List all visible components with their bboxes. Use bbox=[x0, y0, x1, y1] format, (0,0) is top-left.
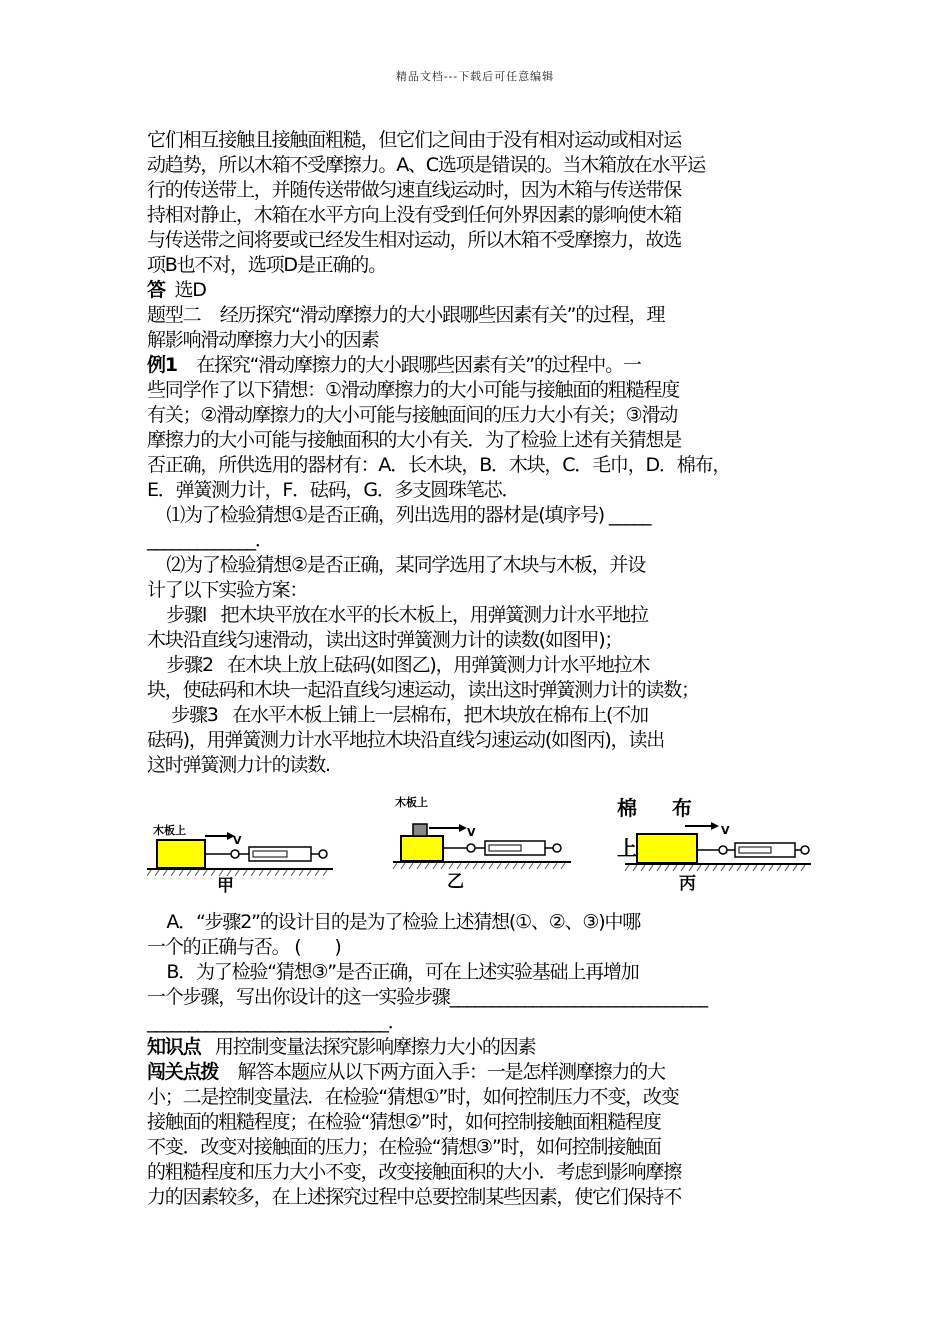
velocity-label: V bbox=[233, 834, 242, 847]
text-line: B．为了检验“猜想③”是否正确，可在上述实验基础上再增加 bbox=[147, 961, 639, 983]
spring-scale bbox=[249, 847, 311, 861]
page-header: 精品文档---下载后可任意编辑 bbox=[395, 70, 555, 83]
surface-label: 棉 布 bbox=[617, 796, 706, 820]
figure-bing bbox=[615, 784, 815, 896]
answer-label: 答 bbox=[147, 279, 165, 301]
knowledge-text: 用控制变量法探究影响摩擦力大小的因素 bbox=[200, 1036, 536, 1058]
weight bbox=[413, 824, 427, 836]
text-line: 一个步骤，写出你设计的这一实验步骤_______________________________ bbox=[147, 986, 707, 1008]
text-line: 否正确，所供选用的器材有：A．长木块，B．木块，C．毛巾，D．棉布， bbox=[147, 454, 731, 476]
text-line: 它们相互接触且接触面粗糙，但它们之间由于没有相对运动或相对运 bbox=[147, 129, 682, 151]
text-line: 不变．改变对接触面的压力；在检验“猜想③”时，如何控制接触面 bbox=[147, 1136, 661, 1158]
spring-scale bbox=[735, 843, 795, 857]
velocity-label: V bbox=[467, 826, 476, 839]
figure-yi bbox=[391, 784, 581, 896]
answer-line bbox=[147, 278, 815, 303]
tips-first: 解答本题应从以下两方面入手：一是怎样测摩擦力的大 bbox=[218, 1061, 665, 1083]
step-line: 步骤2 在木块上放上砝码(如图乙)，用弹簧测力计水平地拉木 bbox=[147, 654, 650, 676]
surface-label: 木板上 bbox=[153, 824, 186, 837]
question-1: ⑴为了检验猜想①是否正确，列出选用的器材是(填序号) _____ bbox=[147, 504, 651, 526]
figure-caption: 乙 bbox=[447, 872, 464, 892]
step-line: 木块沿直线匀速滑动，读出这时弹簧测力计的读数(如图甲)； bbox=[147, 629, 623, 651]
figure-caption: 丙 bbox=[679, 874, 696, 894]
text-line: A．“步骤2”的设计目的是为了检验上述猜想(①、②、③)中哪 bbox=[147, 911, 641, 933]
text-line: 有关；②滑动摩擦力的大小可能与接触面间的压力大小有关；③滑动 bbox=[147, 404, 678, 426]
text-line: 些同学作了以下猜想：①滑动摩擦力的大小可能与接触面的粗糙程度 bbox=[147, 379, 680, 401]
type2-heading: 解影响滑动摩擦力大小的因素 bbox=[147, 329, 379, 351]
step-line: 步骤l 把木块平放在水平的长木板上，用弹簧测力计水平地拉 bbox=[147, 604, 648, 626]
block-jia bbox=[157, 840, 205, 868]
text-line: 一个的正确与否。 ( ) bbox=[147, 936, 341, 958]
velocity-label: V bbox=[721, 824, 730, 837]
document-body bbox=[147, 128, 815, 1210]
example-line bbox=[147, 353, 815, 378]
step-line: 步骤3 在水平木板上铺上一层棉布，把木块放在棉布上(不加 bbox=[147, 704, 648, 726]
figure-caption: 甲 bbox=[217, 876, 234, 896]
question-2: 计了以下实验方案： bbox=[147, 579, 308, 601]
knowledge-label: 知识点 bbox=[147, 1036, 201, 1058]
text-line: 接触面的粗糙程度；在检验“猜想②”时，如何控制接触面粗糙程度 bbox=[147, 1111, 661, 1133]
spring-scale bbox=[485, 841, 545, 855]
figure-jia bbox=[147, 784, 337, 896]
tips-label: 闯关点拨 bbox=[147, 1061, 219, 1083]
text-line: 摩擦力的大小可能与接触面积的大小有关．为了检验上述有关猜想是 bbox=[147, 429, 682, 451]
text-line: 行的传送带上，并随传送带做匀速直线运动时，因为木箱与传送带保 bbox=[147, 179, 682, 201]
text-line: 力的因素较多，在上述探究过程中总要控制某些因素，使它们保持不 bbox=[147, 1186, 682, 1208]
surface-label: 木板上 bbox=[395, 796, 428, 809]
example-first: 在探究“滑动摩擦力的大小跟哪些因素有关”的过程中。一 bbox=[176, 354, 641, 376]
step-line: 块，使砝码和木块一起沿直线匀速运动，读出这时弹簧测力计的读数； bbox=[147, 679, 699, 701]
step-line: 这时弹簧测力计的读数. bbox=[147, 754, 330, 776]
text-line: 的粗糙程度和压力大小不变，改变接触面积的大小．考虑到影响摩擦 bbox=[147, 1161, 682, 1183]
text-line: 持相对静止，木箱在水平方向上没有受到任何外界因素的影响使木箱 bbox=[147, 204, 682, 226]
example-label: 例1 bbox=[147, 354, 177, 376]
question-1: _____________． bbox=[147, 529, 273, 551]
text-line: 项B也不对，选项D是正确的。 bbox=[147, 254, 386, 276]
surface-label-side: 上 bbox=[617, 836, 651, 860]
experiment-figures bbox=[147, 784, 815, 896]
type2-heading: 题型二 经历探究“滑动摩擦力的大小跟哪些因素有关”的过程，理 bbox=[147, 304, 665, 326]
knowledge-line bbox=[147, 1035, 815, 1060]
step-line: 砝码)，用弹簧测力计水平地拉木块沿直线匀速运动(如图丙)，读出 bbox=[147, 729, 665, 751]
text-line: 动趋势，所以木箱不受摩擦力。A、C选项是错误的。当木箱放在水平运 bbox=[147, 154, 705, 176]
text-line: 小；二是控制变量法．在检验“猜想①”时，如何控制压力不变，改变 bbox=[147, 1086, 679, 1108]
question-2: ⑵为了检验猜想②是否正确，某同学选用了木块与木板，并设 bbox=[147, 554, 645, 576]
tips-line bbox=[147, 1060, 815, 1085]
text-line: _____________________________． bbox=[147, 1011, 406, 1033]
text-line: 与传送带之间将要或已经发生相对运动，所以木箱不受摩擦力，故选 bbox=[147, 229, 682, 251]
answer-text: 选D bbox=[164, 279, 206, 301]
block-yi bbox=[401, 836, 443, 861]
text-line: E．弹簧测力计，F．砝码，G．多支圆珠笔芯． bbox=[147, 479, 520, 501]
